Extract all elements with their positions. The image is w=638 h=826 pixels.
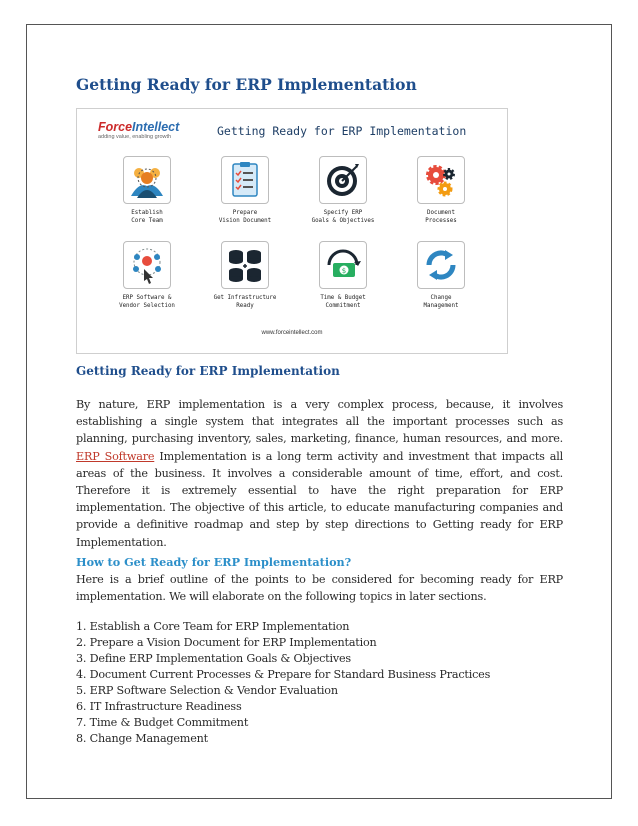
list-item: 3. Define ERP Implementation Goals & Objectives: [76, 652, 351, 665]
list-item: 1. Establish a Core Team for ERP Implementation: [76, 620, 350, 633]
step-core-team: [97, 156, 197, 225]
infographic-title: Getting Ready for ERP Implementation: [217, 124, 467, 138]
infographic-url: www.forceintellect.com: [261, 330, 323, 336]
sub-heading: How to Get Ready for ERP Implementation?: [76, 555, 352, 569]
team-icon: [123, 156, 171, 204]
step-label: Specify ERP Goals & Objectives: [311, 210, 375, 224]
body-paragraph: [76, 396, 563, 551]
step-label: Document Processes: [425, 210, 457, 224]
step-change-management: [391, 241, 491, 310]
step-time-budget: [293, 241, 393, 310]
target-icon: [319, 156, 367, 204]
step-label: Time & Budget Commitment: [320, 295, 366, 309]
list-item: 8. Change Management: [76, 732, 208, 745]
money-time-icon: [319, 241, 367, 289]
svg-text:$: $: [341, 267, 347, 275]
list-item: 4. Document Current Processes & Prepare for Standard Business Practices: [76, 668, 491, 681]
list-item: 7. Time & Budget Commitment: [76, 716, 249, 729]
page-title: Getting Ready for ERP Implementation: [76, 75, 417, 94]
logo-force-text: Force: [98, 120, 133, 134]
cycle-arrows-icon: [417, 241, 465, 289]
checklist-icon: [221, 156, 269, 204]
step-goals-objectives: [293, 156, 393, 225]
section-heading: Getting Ready for ERP Implementation: [76, 364, 340, 378]
erp-software-link[interactable]: ERP Software: [76, 449, 155, 463]
gears-icon: [417, 156, 465, 204]
list-item: 2. Prepare a Vision Document for ERP Implementation: [76, 636, 377, 649]
steps-list: [76, 619, 490, 747]
body-text-part2: Implementation is a long term activity and investment that impacts all areas of the business. It involves a considerable amount of time, effort, and cost. Therefore it is extremely essential to have the right preparation for ERP implementation. The objective of this article, to educate manufacturing companies and provide a definitive roadmap and step by step directions to Getting ready for ERP Implementation.: [76, 449, 564, 549]
step-vendor-selection: [97, 241, 197, 310]
forceintellect-logo: [98, 121, 179, 141]
logo-intellect-text: Intellect: [132, 120, 180, 134]
database-icon: [221, 241, 269, 289]
step-label: Establish Core Team: [131, 210, 163, 224]
step-label: ERP Software & Vendor Selection: [119, 295, 175, 309]
logo-tagline: adding value, enabling growth: [98, 134, 172, 140]
step-label: Prepare Vision Document: [218, 210, 272, 224]
step-infrastructure: [195, 241, 295, 310]
step-label: Change Management: [423, 295, 459, 309]
step-document-processes: [391, 156, 491, 225]
step-vision-document: [195, 156, 295, 225]
step-label: Get Infrastructure Ready: [213, 295, 277, 309]
list-item: 5. ERP Software Selection & Vendor Evaluation: [76, 684, 338, 697]
infographic: [76, 108, 508, 354]
intro-paragraph: Here is a brief outline of the points to be considered for becoming ready for ERP implementation. We will elaborate on the following topics in later sections.: [76, 573, 563, 604]
selection-icon: [123, 241, 171, 289]
body-text-part1: By nature, ERP implementation is a very complex process, because, it involves establishing a single system that integrates all the important processes such as planning, purchasing inventory, sales, marketing, finance, human resources, and more.: [76, 398, 563, 446]
list-item: 6. IT Infrastructure Readiness: [76, 700, 242, 713]
